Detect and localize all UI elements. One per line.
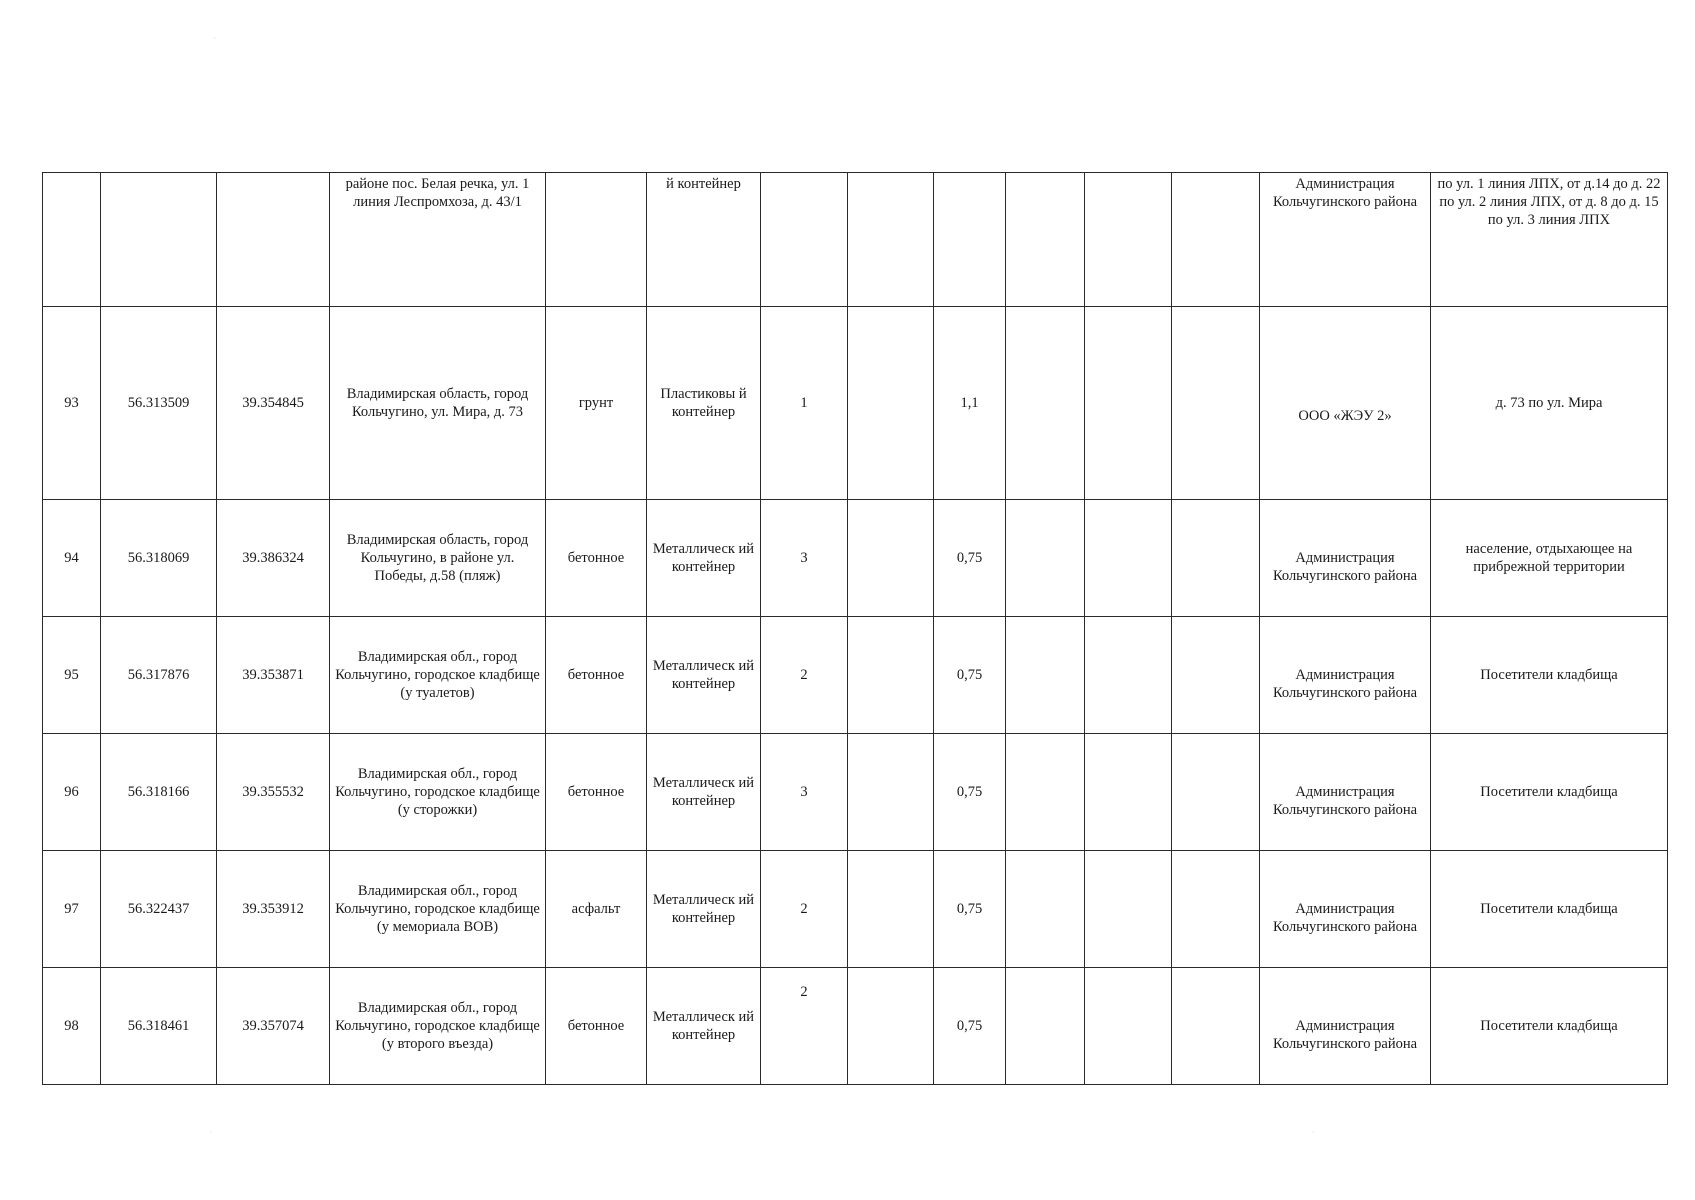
surface-cell bbox=[546, 173, 647, 307]
empty-cell bbox=[1172, 500, 1260, 617]
table-row bbox=[43, 851, 1668, 968]
container-count-cell: 3 bbox=[761, 500, 848, 617]
latitude-cell: 56.322437 bbox=[101, 851, 217, 968]
surface-cell: бетонное bbox=[546, 968, 647, 1085]
owner-cell bbox=[1260, 734, 1431, 851]
waste-sources-cell: население, отдыхающее на прибрежной территории bbox=[1431, 500, 1668, 617]
table-row bbox=[43, 173, 1668, 307]
longitude-cell: 39.353912 bbox=[217, 851, 330, 968]
container-count-text: 2 bbox=[800, 984, 808, 1000]
table-row bbox=[43, 500, 1668, 617]
latitude-cell bbox=[101, 173, 217, 307]
empty-cell bbox=[1085, 173, 1172, 307]
owner-text: ООО «ЖЭУ 2» bbox=[1298, 408, 1392, 424]
container-volume-cell: 0,75 bbox=[934, 617, 1006, 734]
empty-cell bbox=[1006, 500, 1085, 617]
container-count-cell: 3 bbox=[761, 734, 848, 851]
owner-cell: Администрация Кольчугинского района bbox=[1260, 173, 1431, 307]
owner-text: Администрация Кольчугинского района bbox=[1272, 901, 1418, 935]
empty-cell bbox=[1172, 617, 1260, 734]
row-number-cell: 96 bbox=[43, 734, 101, 851]
container-type-cell: Металлическ ий контейнер bbox=[647, 851, 761, 968]
surface-cell: грунт bbox=[546, 307, 647, 500]
empty-cell bbox=[1006, 851, 1085, 968]
latitude-cell: 56.318461 bbox=[101, 968, 217, 1085]
longitude-cell: 39.355532 bbox=[217, 734, 330, 851]
owner-text: Администрация Кольчугинского района bbox=[1272, 784, 1418, 818]
empty-cell bbox=[1006, 734, 1085, 851]
empty-cell bbox=[848, 968, 934, 1085]
container-count-cell: 2 bbox=[761, 851, 848, 968]
container-volume-cell: 1,1 bbox=[934, 307, 1006, 500]
latitude-cell: 56.313509 bbox=[101, 307, 217, 500]
longitude-cell bbox=[217, 173, 330, 307]
longitude-cell: 39.353871 bbox=[217, 617, 330, 734]
container-type-cell: Металлическ ий контейнер bbox=[647, 734, 761, 851]
container-type-cell: Пластиковы й контейнер bbox=[647, 307, 761, 500]
longitude-cell: 39.386324 bbox=[217, 500, 330, 617]
empty-cell bbox=[1172, 734, 1260, 851]
latitude-cell: 56.317876 bbox=[101, 617, 217, 734]
waste-site-registry-table bbox=[42, 172, 1668, 1085]
latitude-cell: 56.318069 bbox=[101, 500, 217, 617]
empty-cell bbox=[1172, 173, 1260, 307]
empty-cell bbox=[1085, 968, 1172, 1085]
empty-cell bbox=[848, 500, 934, 617]
owner-text: Администрация Кольчугинского района bbox=[1272, 1018, 1418, 1052]
empty-cell bbox=[1085, 500, 1172, 617]
latitude-cell: 56.318166 bbox=[101, 734, 217, 851]
address-cell: Владимирская обл., город Кольчугино, городское кладбище (у сторожки) bbox=[330, 734, 546, 851]
empty-cell bbox=[848, 173, 934, 307]
owner-cell bbox=[1260, 307, 1431, 500]
row-number-cell: 97 bbox=[43, 851, 101, 968]
waste-sources-cell: Посетители кладбища bbox=[1431, 968, 1668, 1085]
row-number-cell: 94 bbox=[43, 500, 101, 617]
scan-speck: · bbox=[214, 36, 216, 42]
owner-cell bbox=[1260, 617, 1431, 734]
container-count-cell bbox=[761, 173, 848, 307]
owner-cell bbox=[1260, 968, 1431, 1085]
empty-cell bbox=[848, 851, 934, 968]
scan-speck: · bbox=[210, 1130, 212, 1136]
address-cell: Владимирская область, город Кольчугино, в районе ул. Победы, д.58 (пляж) bbox=[330, 500, 546, 617]
empty-cell bbox=[1085, 851, 1172, 968]
waste-sources-cell: Посетители кладбища bbox=[1431, 851, 1668, 968]
empty-cell bbox=[1172, 851, 1260, 968]
waste-sources-cell: д. 73 по ул. Мира bbox=[1431, 307, 1668, 500]
table-row bbox=[43, 307, 1668, 500]
empty-cell bbox=[1006, 173, 1085, 307]
surface-cell: бетонное bbox=[546, 500, 647, 617]
address-cell: Владимирская обл., город Кольчугино, городское кладбище (у мемориала ВОВ) bbox=[330, 851, 546, 968]
container-type-cell: Металлическ ий контейнер bbox=[647, 968, 761, 1085]
address-cell: районе пос. Белая речка, ул. 1 линия Леспромхоза, д. 43/1 bbox=[330, 173, 546, 307]
table-row bbox=[43, 968, 1668, 1085]
surface-cell: бетонное bbox=[546, 617, 647, 734]
container-type-cell: Металлическ ий контейнер bbox=[647, 500, 761, 617]
empty-cell bbox=[1006, 617, 1085, 734]
waste-sources-cell: Посетители кладбища bbox=[1431, 734, 1668, 851]
address-cell: Владимирская обл., город Кольчугино, городское кладбище (у туалетов) bbox=[330, 617, 546, 734]
empty-cell bbox=[848, 617, 934, 734]
table-row bbox=[43, 734, 1668, 851]
table-row bbox=[43, 617, 1668, 734]
address-cell: Владимирская область, город Кольчугино, ул. Мира, д. 73 bbox=[330, 307, 546, 500]
empty-cell bbox=[1085, 734, 1172, 851]
longitude-cell: 39.354845 bbox=[217, 307, 330, 500]
row-number-cell: 93 bbox=[43, 307, 101, 500]
empty-cell bbox=[1006, 968, 1085, 1085]
owner-cell bbox=[1260, 500, 1431, 617]
empty-cell bbox=[1172, 968, 1260, 1085]
container-type-cell: й контейнер bbox=[647, 173, 761, 307]
owner-text: Администрация Кольчугинского района bbox=[1272, 550, 1418, 584]
empty-cell bbox=[1085, 307, 1172, 500]
container-volume-cell: 0,75 bbox=[934, 851, 1006, 968]
container-count-cell: 1 bbox=[761, 307, 848, 500]
row-number-cell bbox=[43, 173, 101, 307]
row-number-cell: 95 bbox=[43, 617, 101, 734]
surface-cell: асфальт bbox=[546, 851, 647, 968]
container-volume-cell bbox=[934, 173, 1006, 307]
owner-cell bbox=[1260, 851, 1431, 968]
address-cell: Владимирская обл., город Кольчугино, городское кладбище (у второго въезда) bbox=[330, 968, 546, 1085]
container-volume-cell: 0,75 bbox=[934, 968, 1006, 1085]
container-count-cell bbox=[761, 968, 848, 1085]
row-number-cell: 98 bbox=[43, 968, 101, 1085]
scan-speck: · bbox=[1312, 1130, 1314, 1136]
empty-cell bbox=[848, 307, 934, 500]
empty-cell bbox=[1085, 617, 1172, 734]
surface-cell: бетонное bbox=[546, 734, 647, 851]
container-count-cell: 2 bbox=[761, 617, 848, 734]
empty-cell bbox=[1006, 307, 1085, 500]
container-volume-cell: 0,75 bbox=[934, 734, 1006, 851]
longitude-cell: 39.357074 bbox=[217, 968, 330, 1085]
waste-sources-cell: Посетители кладбища bbox=[1431, 617, 1668, 734]
empty-cell bbox=[1172, 307, 1260, 500]
owner-text: Администрация Кольчугинского района bbox=[1272, 667, 1418, 701]
container-type-cell: Металлическ ий контейнер bbox=[647, 617, 761, 734]
container-volume-cell: 0,75 bbox=[934, 500, 1006, 617]
waste-sources-cell: по ул. 1 линия ЛПХ, от д.14 до д. 22 по ул. 2 линия ЛПХ, от д. 8 до д. 15 по ул. 3 линия ЛПХ bbox=[1431, 173, 1668, 307]
empty-cell bbox=[848, 734, 934, 851]
